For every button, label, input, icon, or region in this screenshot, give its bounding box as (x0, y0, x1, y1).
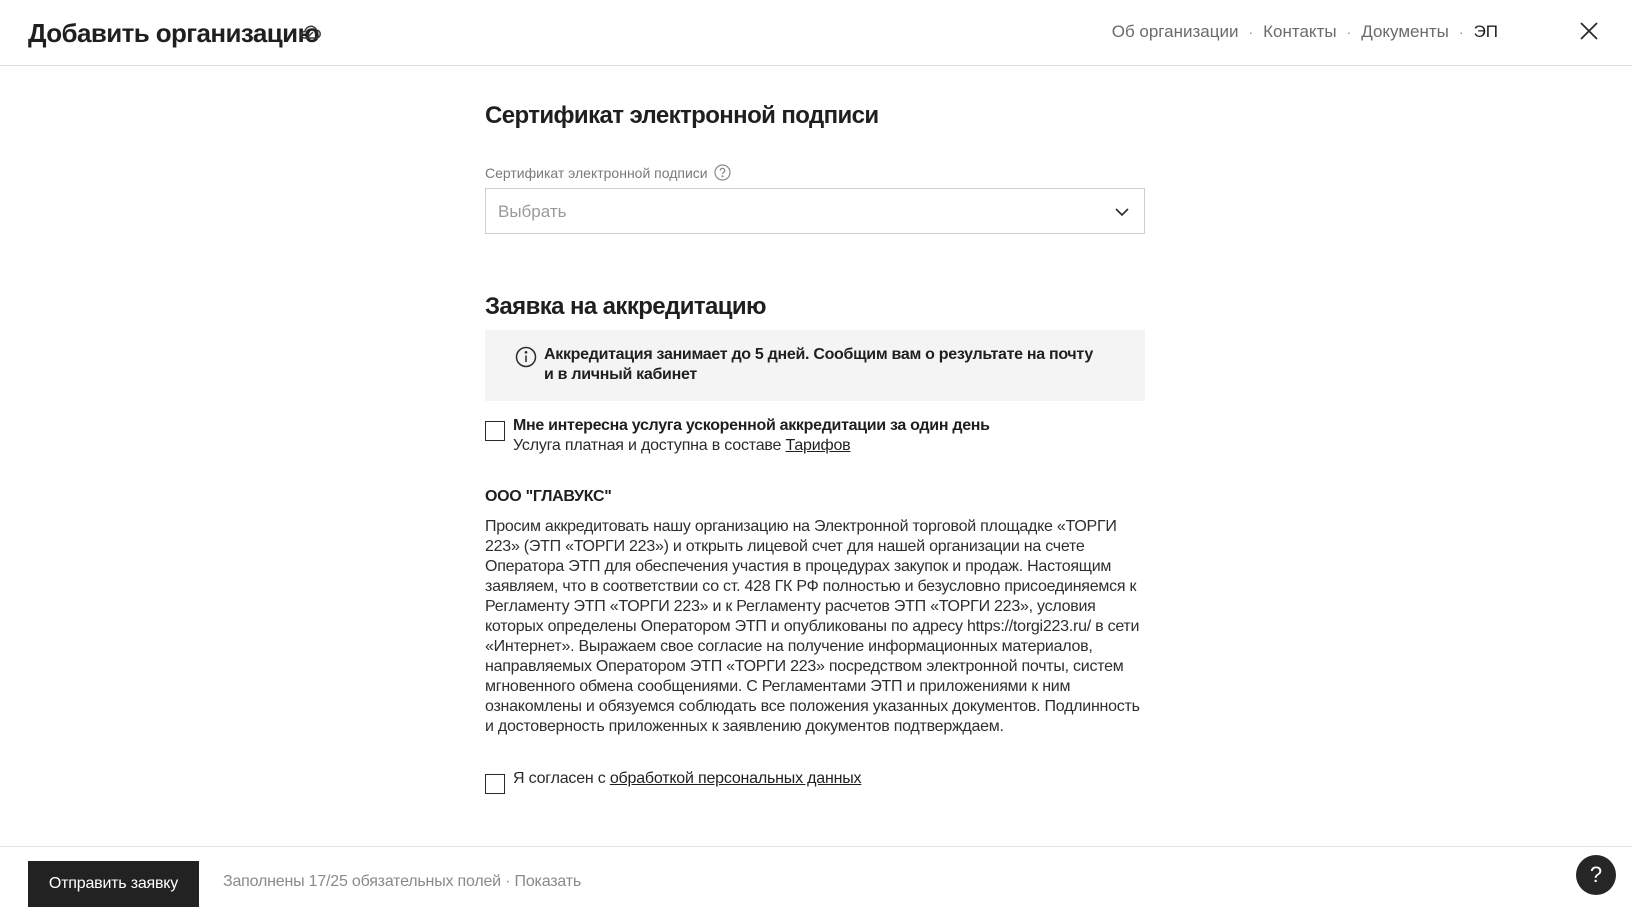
nav-item-contacts[interactable]: Контакты (1263, 22, 1337, 41)
footer-bar (0, 846, 1632, 916)
consent-checkbox[interactable] (485, 774, 505, 794)
signature-heading: Сертификат электронной подписи (485, 102, 879, 129)
page-title: Добавить организацию (28, 18, 320, 48)
signature-select[interactable] (485, 188, 1145, 234)
info-banner (485, 330, 1145, 401)
page-header (0, 0, 1632, 66)
nav-item-documents[interactable]: Документы (1361, 22, 1449, 41)
application-text: Просим аккредитовать нашу организацию на Электронной торговой площадке «ТОРГИ 223» (ЭТП «ТОРГИ 223») и открыть лицевой счет для нашей организации на счете Оператора ЭТП для обеспечения участия в процедурах закупок и продаж. Настоящим заявляем, что в соответствии со ст. 428 ГК РФ полностью и безусловно присоединяемся к Регламенту ЭТП «ТОРГИ 223» и к Регламенту расчетов ЭТП «ТОРГИ 223», условия которых определены Оператором ЭТП и опубликованы по адресу https://torgi223.ru/ в сети «Интернет». Выражаем свое согласие на получение информационных материалов, направляемых Оператором ЭТП «ТОРГИ 223» посредством электронной почты, систем мгновенного обмена сообщениями. С Регламентами ЭТП и приложениями к ним ознакомлены и обязуемся соблюдать все положения указанных документов. Подлинность и достоверность приложенных к заявлению документов подтверждаем. (485, 518, 1140, 735)
express-accreditation-label: Мне интересна услуга ускоренной аккредитации за один день (513, 417, 990, 434)
signature-field-label-text: Сертификат электронной подписи (485, 164, 708, 181)
express-accreditation-checkbox[interactable] (485, 421, 505, 441)
signature-select-placeholder: Выбрать (498, 202, 567, 221)
info-icon (515, 346, 537, 368)
consent-label (513, 770, 861, 788)
personal-data-link[interactable]: обработкой персональных данных (609, 770, 862, 787)
nav-separator: · (1346, 24, 1352, 40)
cloud-save-icon (298, 22, 322, 42)
question-circle-icon[interactable] (714, 164, 731, 181)
nav-item-about[interactable]: Об организации (1111, 22, 1239, 41)
chevron-down-icon (1114, 205, 1130, 219)
info-text: Аккредитация занимает до 5 дней. Сообщим вам о результате на почту и в личный кабинет (544, 346, 1093, 383)
signature-field-label (485, 164, 731, 181)
express-accreditation-note (513, 437, 850, 455)
fields-progress-text: Заполнены 17/25 обязательных полей · (223, 873, 511, 890)
close-icon[interactable] (1578, 20, 1600, 42)
section-nav (1112, 20, 1498, 44)
express-note-text: Услуга платная и доступна в составе (513, 437, 782, 454)
nav-item-signature[interactable]: ЭП (1473, 22, 1498, 41)
organization-name: ООО "ГЛАВУКС" (485, 488, 612, 505)
consent-text: Я согласен с (513, 770, 606, 787)
nav-separator: · (1248, 24, 1254, 40)
accreditation-heading: Заявка на аккредитацию (485, 293, 766, 320)
tariffs-link[interactable]: Тарифов (785, 437, 851, 454)
help-button[interactable]: ? (1576, 855, 1616, 895)
show-missing-fields-link[interactable]: Показать (514, 873, 581, 890)
fields-progress (223, 873, 581, 891)
submit-application-button[interactable]: Отправить заявку (28, 861, 199, 907)
nav-separator: · (1458, 24, 1464, 40)
